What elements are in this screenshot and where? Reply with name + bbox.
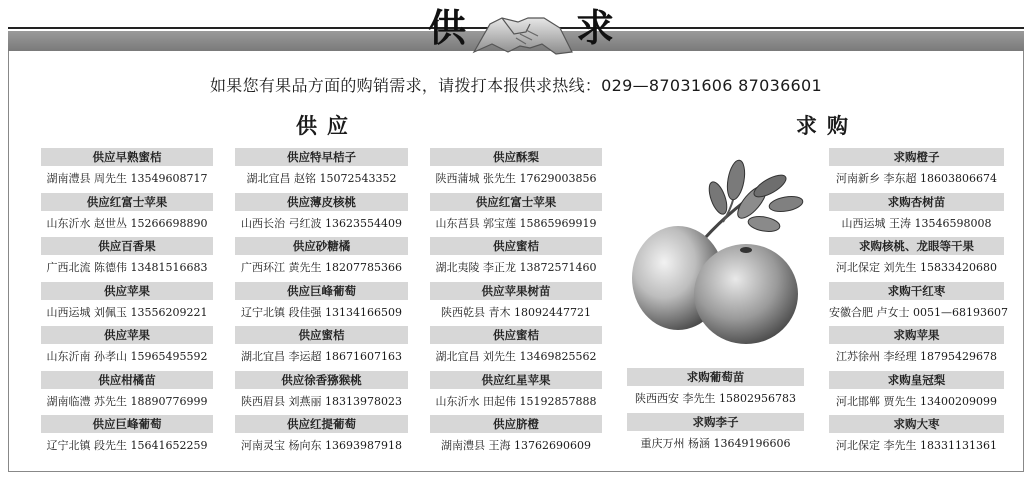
listing-entry [829,237,1004,282]
supply-column-1 [41,148,213,460]
listing-contact: 江苏徐州 李经理 18795429678 [836,350,997,363]
listing-label: 供应脐橙 [430,415,602,433]
listing-entry [430,415,602,460]
listing-contact: 湖北宜昌 刘先生 13469825562 [435,350,597,363]
listing-label: 供应红富士苹果 [41,193,213,211]
supply-section-title: 供应 [296,114,358,138]
listing-contact: 河北邯郸 贾先生 13400209099 [836,394,997,408]
listing-entry [41,326,213,371]
listing-label: 供应蜜桔 [430,326,602,344]
listing-entry [430,282,602,327]
listing-contact: 广西北流 陈德伟 13481516683 [46,261,208,274]
listing-label: 供应巨峰葡萄 [235,282,408,300]
page-header [0,2,1032,58]
listing-entry [430,148,602,193]
listing-label: 求购杏树苗 [829,193,1004,211]
listing-entry [627,368,804,413]
listing-label: 求购李子 [627,413,804,431]
listing-contact: 山西运城 王涛 13546598008 [841,216,992,230]
listing-contact: 山东莒县 郭宝莲 15865969919 [435,216,597,230]
listing-contact: 湖北夷陵 李正龙 13872571460 [435,261,597,274]
demand-column-right [829,148,1008,460]
listing-label: 求购核桃、龙眼等干果 [829,237,1004,255]
listing-contact: 河南灵宝 杨向东 13693987918 [241,439,402,452]
listing-contact: 山西长治 弓红波 13623554409 [241,216,402,230]
listing-contact: 山东沂水 田起伟 15192857888 [435,394,597,408]
listing-entry [41,371,213,416]
listing-contact: 辽宁北镇 段佳强 13134166509 [241,305,402,319]
listing-contact: 湖南澧县 周先生 13549608717 [46,172,208,185]
listing-label: 供应红提葡萄 [235,415,408,433]
listing-contact: 山东沂水 赵世丛 15266698890 [46,216,208,230]
listing-label: 求购皇冠梨 [829,371,1004,389]
listing-label: 供应百香果 [41,237,213,255]
listing-label: 供应苹果树苗 [430,282,602,300]
handshake-icon [468,4,578,60]
listing-entry [235,237,408,282]
listing-label: 供应红富士苹果 [430,193,602,211]
listing-contact: 山西运城 刘佩玉 13556209221 [46,305,208,319]
listing-contact: 湖北宜昌 李运超 18671607163 [241,350,402,363]
listing-contact: 河北保定 李先生 18331131361 [836,439,997,452]
listing-entry [430,326,602,371]
listing-contact: 湖南澧县 王海 13762690609 [441,439,591,452]
listing-entry [235,326,408,371]
demand-section-title: 求购 [796,114,858,138]
listing-contact: 陕西乾县 青木 18092447721 [441,305,591,319]
jujube-fruit-photo [628,150,804,350]
listing-label: 供应特早桔子 [235,148,408,166]
listing-label: 供应薄皮核桃 [235,193,408,211]
listing-contact: 湖南临澧 苏先生 18890776999 [46,394,208,408]
listing-contact: 陕西蒲城 张先生 17629003856 [435,172,597,185]
listing-label: 供应蜜桔 [235,326,408,344]
listing-entry [829,282,1008,327]
listing-label: 供应巨峰葡萄 [41,415,213,433]
listing-entry [829,326,1004,371]
listing-label: 供应砂糖橘 [235,237,408,255]
listing-contact: 重庆万州 杨涵 13649196606 [640,436,791,450]
listing-label: 供应酥梨 [430,148,602,166]
listing-entry [235,193,408,238]
listing-entry [41,148,213,193]
header-supply-char: 供 [428,6,467,50]
listing-entry [235,282,408,327]
listing-label: 供应苹果 [41,282,213,300]
header-demand-char: 求 [576,6,615,50]
listing-entry [41,282,213,327]
demand-column-middle [627,368,804,457]
listing-entry [430,193,602,238]
listing-entry [430,237,602,282]
listing-entry [235,371,408,416]
listing-label: 供应徐香猕猴桃 [235,371,408,389]
listing-entry [235,415,408,460]
listing-contact: 陕西眉县 刘燕丽 18313978023 [241,394,402,408]
listing-entry [41,237,213,282]
listing-entry [41,415,213,460]
listing-contact: 辽宁北镇 段先生 15641652259 [46,439,208,452]
listing-entry [829,193,1004,238]
listing-label: 供应苹果 [41,326,213,344]
listing-entry [41,193,213,238]
listing-entry [829,415,1004,460]
listing-contact: 湖北宜昌 赵铭 15072543352 [246,172,397,185]
listing-contact: 广西环江 黄先生 18207785366 [241,261,402,274]
listing-contact: 山东沂南 孙孝山 15965495592 [46,350,208,363]
listing-label: 求购橙子 [829,148,1004,166]
listing-entry [829,371,1004,416]
listing-label: 求购苹果 [829,326,1004,344]
listing-entry [627,413,804,458]
supply-column-3 [430,148,602,460]
supply-column-2 [235,148,408,460]
listing-contact: 河北保定 刘先生 15833420680 [836,261,997,274]
hotline-text: 如果您有果品方面的购销需求，请拨打本报供求热线：029—87031606 87036601 [209,76,822,95]
listing-contact: 陕西西安 李先生 15802956783 [635,392,796,405]
listing-label: 求购大枣 [829,415,1004,433]
listing-entry [235,148,408,193]
listing-contact: 安徽合肥 卢女士 0051—68193607 [829,305,1008,319]
listing-entry [829,148,1004,193]
listing-contact: 河南新乡 李东超 18603806674 [836,172,997,185]
listing-label: 求购干红枣 [829,282,1004,300]
listing-label: 供应早熟蜜桔 [41,148,213,166]
listing-label: 求购葡萄苗 [627,368,804,386]
listing-label: 供应柑橘苗 [41,371,213,389]
listing-label: 供应蜜桔 [430,237,602,255]
listing-label: 供应红星苹果 [430,371,602,389]
listing-entry [430,371,602,416]
